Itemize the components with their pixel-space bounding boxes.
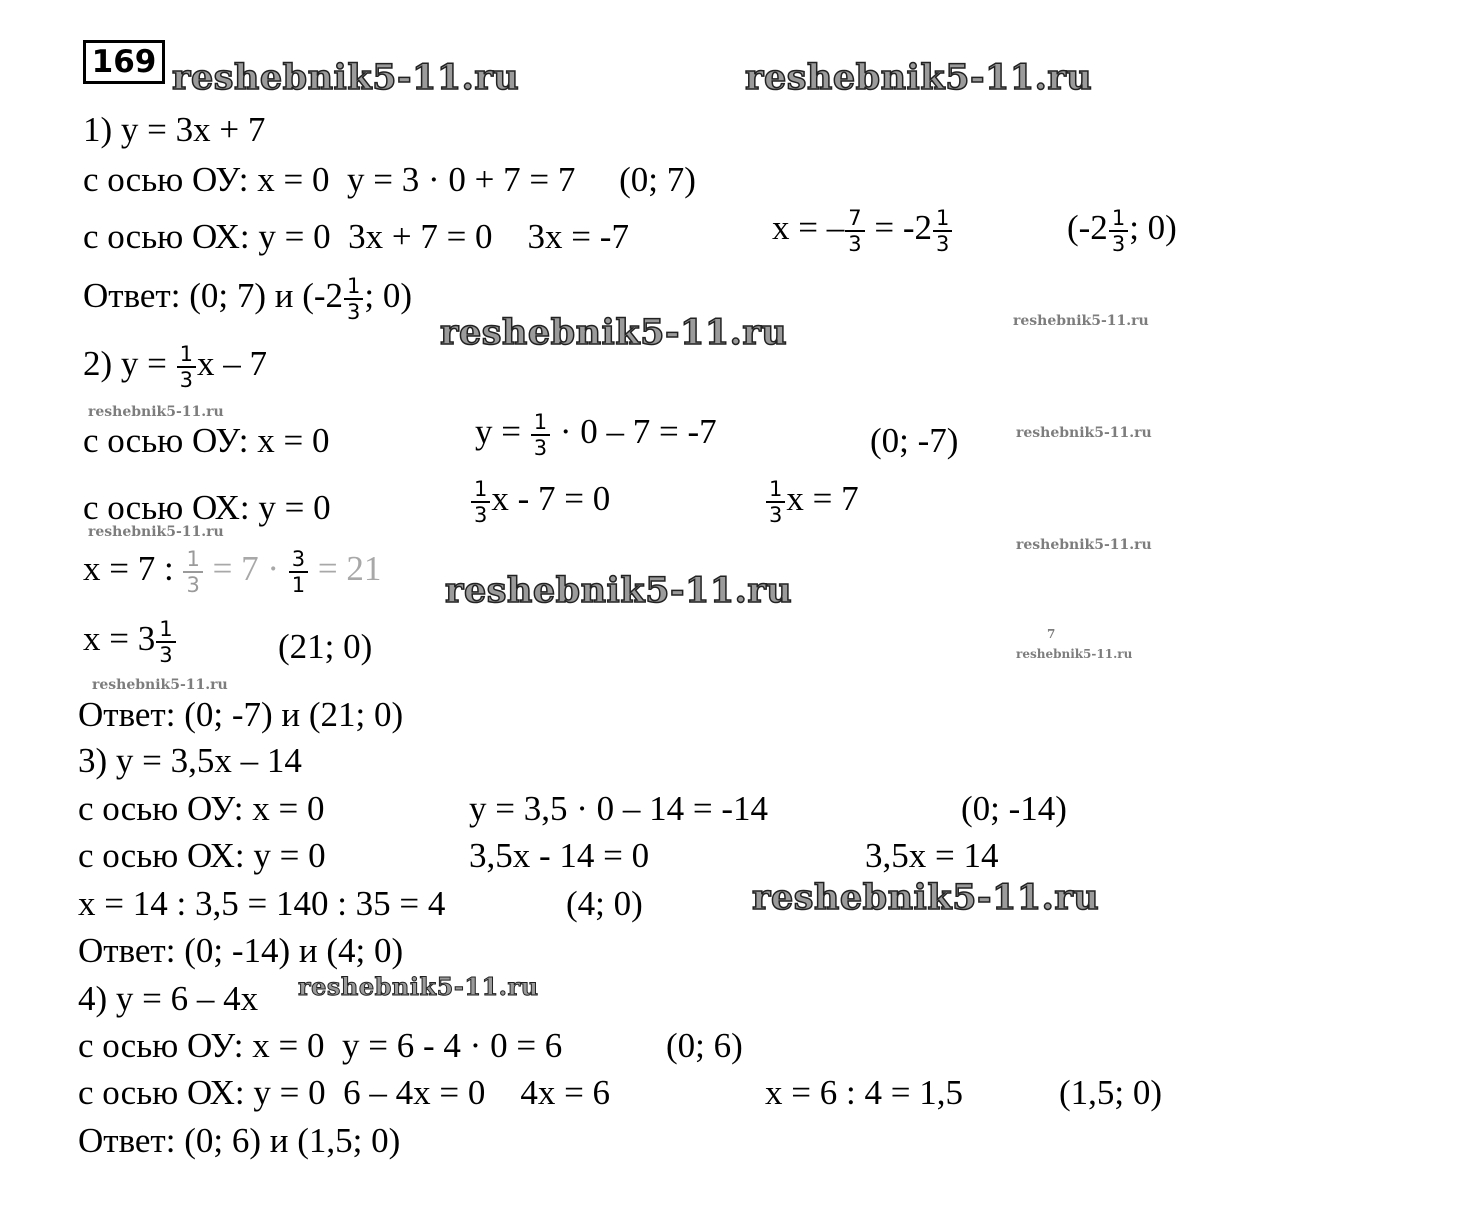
text: ; 0) xyxy=(1129,208,1177,248)
denominator: 3 xyxy=(471,501,490,526)
watermark: reshebnik5-11.ru xyxy=(92,677,228,693)
part1-ox-x-value xyxy=(772,207,953,255)
part2-ox-label: с осью ОХ: y = 0 xyxy=(83,488,331,527)
numerator: 1 xyxy=(936,206,950,230)
part4-x-calc: x = 6 : 4 = 1,5 xyxy=(765,1073,963,1112)
watermark: reshebnik5-11.ru xyxy=(88,524,224,540)
part4-ox-point: (1,5; 0) xyxy=(1059,1073,1163,1112)
watermark: reshebnik5-11.ru xyxy=(1016,425,1152,441)
text: x = – xyxy=(772,208,845,248)
part4-equation: 4) y = 6 – 4x xyxy=(78,979,259,1018)
watermark: reshebnik5-11.ru xyxy=(1016,537,1152,553)
text: x - 7 = 0 xyxy=(491,479,611,519)
denominator: 1 xyxy=(289,571,308,596)
numerator: 1 xyxy=(474,477,488,501)
part1-answer xyxy=(83,275,412,323)
fraction xyxy=(766,478,785,526)
numerator: 1 xyxy=(533,410,548,434)
fraction xyxy=(344,275,363,323)
part2-oy-point: (0; -7) xyxy=(870,421,959,460)
denominator: 3 xyxy=(1109,230,1128,255)
part1-ox-point xyxy=(1067,207,1177,255)
part4-oy-line: с осью ОУ: x = 0 y = 6 - 4 · 0 = 6 xyxy=(78,1026,563,1065)
part3-ox-simplified: 3,5x = 14 xyxy=(865,836,999,875)
fraction xyxy=(289,548,308,596)
part3-answer: Ответ: (0; -14) и (4; 0) xyxy=(78,931,404,970)
denominator: 3 xyxy=(766,501,785,526)
part2-ox-simplified xyxy=(765,478,859,526)
text: x – 7 xyxy=(197,344,268,384)
denominator: 3 xyxy=(845,230,864,255)
watermark: reshebnik5-11.ru xyxy=(1016,647,1133,661)
part1-oy-line: с осью ОУ: x = 0 y = 3 · 0 + 7 = 7 (0; 7) xyxy=(83,160,696,199)
fraction xyxy=(1109,207,1128,255)
part2-x-division xyxy=(83,548,381,596)
numerator: 1 xyxy=(1111,206,1126,230)
watermark: reshebnik5-11.ru xyxy=(445,570,793,611)
part3-equation: 3) y = 3,5x – 14 xyxy=(78,741,302,780)
part2-ox-point: (21; 0) xyxy=(278,627,373,666)
text: x = 3 xyxy=(83,619,156,659)
fraction xyxy=(156,618,175,666)
fraction xyxy=(183,548,202,596)
numerator: 1 xyxy=(347,274,361,298)
watermark: reshebnik5-11.ru xyxy=(752,877,1100,918)
text: Ответ: (0; 7) и (-2 xyxy=(83,276,344,316)
part2-answer: Ответ: (0; -7) и (21; 0) xyxy=(78,695,404,734)
numerator: 1 xyxy=(769,477,783,501)
numerator: 1 xyxy=(186,547,200,571)
text: y = xyxy=(475,412,530,452)
numerator: 3 xyxy=(291,547,306,571)
watermark: reshebnik5-11.ru xyxy=(298,972,539,1001)
part4-answer: Ответ: (0; 6) и (1,5; 0) xyxy=(78,1121,401,1160)
part2-x-mixed xyxy=(83,618,177,666)
part4-ox-line: с осью ОХ: y = 0 6 – 4x = 0 4x = 6 xyxy=(78,1073,611,1112)
denominator: 3 xyxy=(344,298,363,323)
part2-oy-calc xyxy=(475,411,717,459)
watermark: reshebnik5-11.ru xyxy=(1013,313,1149,329)
text: · 0 – 7 = -7 xyxy=(551,412,717,452)
part3-oy-point: (0; -14) xyxy=(961,789,1067,828)
denominator: 3 xyxy=(183,571,202,596)
part3-oy-label: с осью ОУ: x = 0 xyxy=(78,789,325,828)
part3-x-calc: x = 14 : 3,5 = 140 : 35 = 4 xyxy=(78,884,446,923)
text: = -2 xyxy=(865,208,933,248)
text: x = 7 xyxy=(786,479,859,519)
watermark: reshebnik5-11.ru xyxy=(745,57,1093,98)
part2-ox-equation xyxy=(470,478,610,526)
numerator: 1 xyxy=(159,617,173,641)
part3-ox-point: (4; 0) xyxy=(566,884,643,923)
denominator: 3 xyxy=(531,434,550,459)
denominator: 3 xyxy=(177,366,196,391)
text: ; 0) xyxy=(364,276,413,316)
part3-oy-calc: y = 3,5 · 0 – 14 = -14 xyxy=(469,789,769,828)
stray-mark: 7 xyxy=(1047,627,1056,641)
fraction xyxy=(933,207,952,255)
text: 2) y = xyxy=(83,344,176,384)
watermark: reshebnik5-11.ru xyxy=(440,312,788,353)
denominator: 3 xyxy=(933,230,952,255)
denominator: 3 xyxy=(156,641,175,666)
text: x = 7 : xyxy=(83,549,183,589)
part3-ox-equation: 3,5x - 14 = 0 xyxy=(469,836,650,875)
part2-equation xyxy=(83,343,267,391)
watermark: reshebnik5-11.ru xyxy=(172,57,520,98)
part1-ox-line: с осью ОХ: y = 0 3x + 7 = 0 3x = -7 xyxy=(83,217,629,256)
text: = 7 · xyxy=(203,549,288,589)
part4-oy-point: (0; 6) xyxy=(666,1026,743,1065)
numerator: 7 xyxy=(848,206,862,230)
fraction xyxy=(531,411,550,459)
watermark: reshebnik5-11.ru xyxy=(88,404,224,420)
text: = 21 xyxy=(309,549,382,589)
text: (-2 xyxy=(1067,208,1108,248)
numerator: 1 xyxy=(179,342,194,366)
fraction xyxy=(845,207,864,255)
task-number-box xyxy=(83,40,165,84)
part3-ox-label: с осью ОХ: y = 0 xyxy=(78,836,326,875)
part1-equation: 1) y = 3x + 7 xyxy=(83,110,266,149)
fraction xyxy=(471,478,490,526)
part2-oy-label: с осью ОУ: x = 0 xyxy=(83,421,330,460)
task-number: 169 xyxy=(91,44,157,80)
fraction xyxy=(177,343,196,391)
